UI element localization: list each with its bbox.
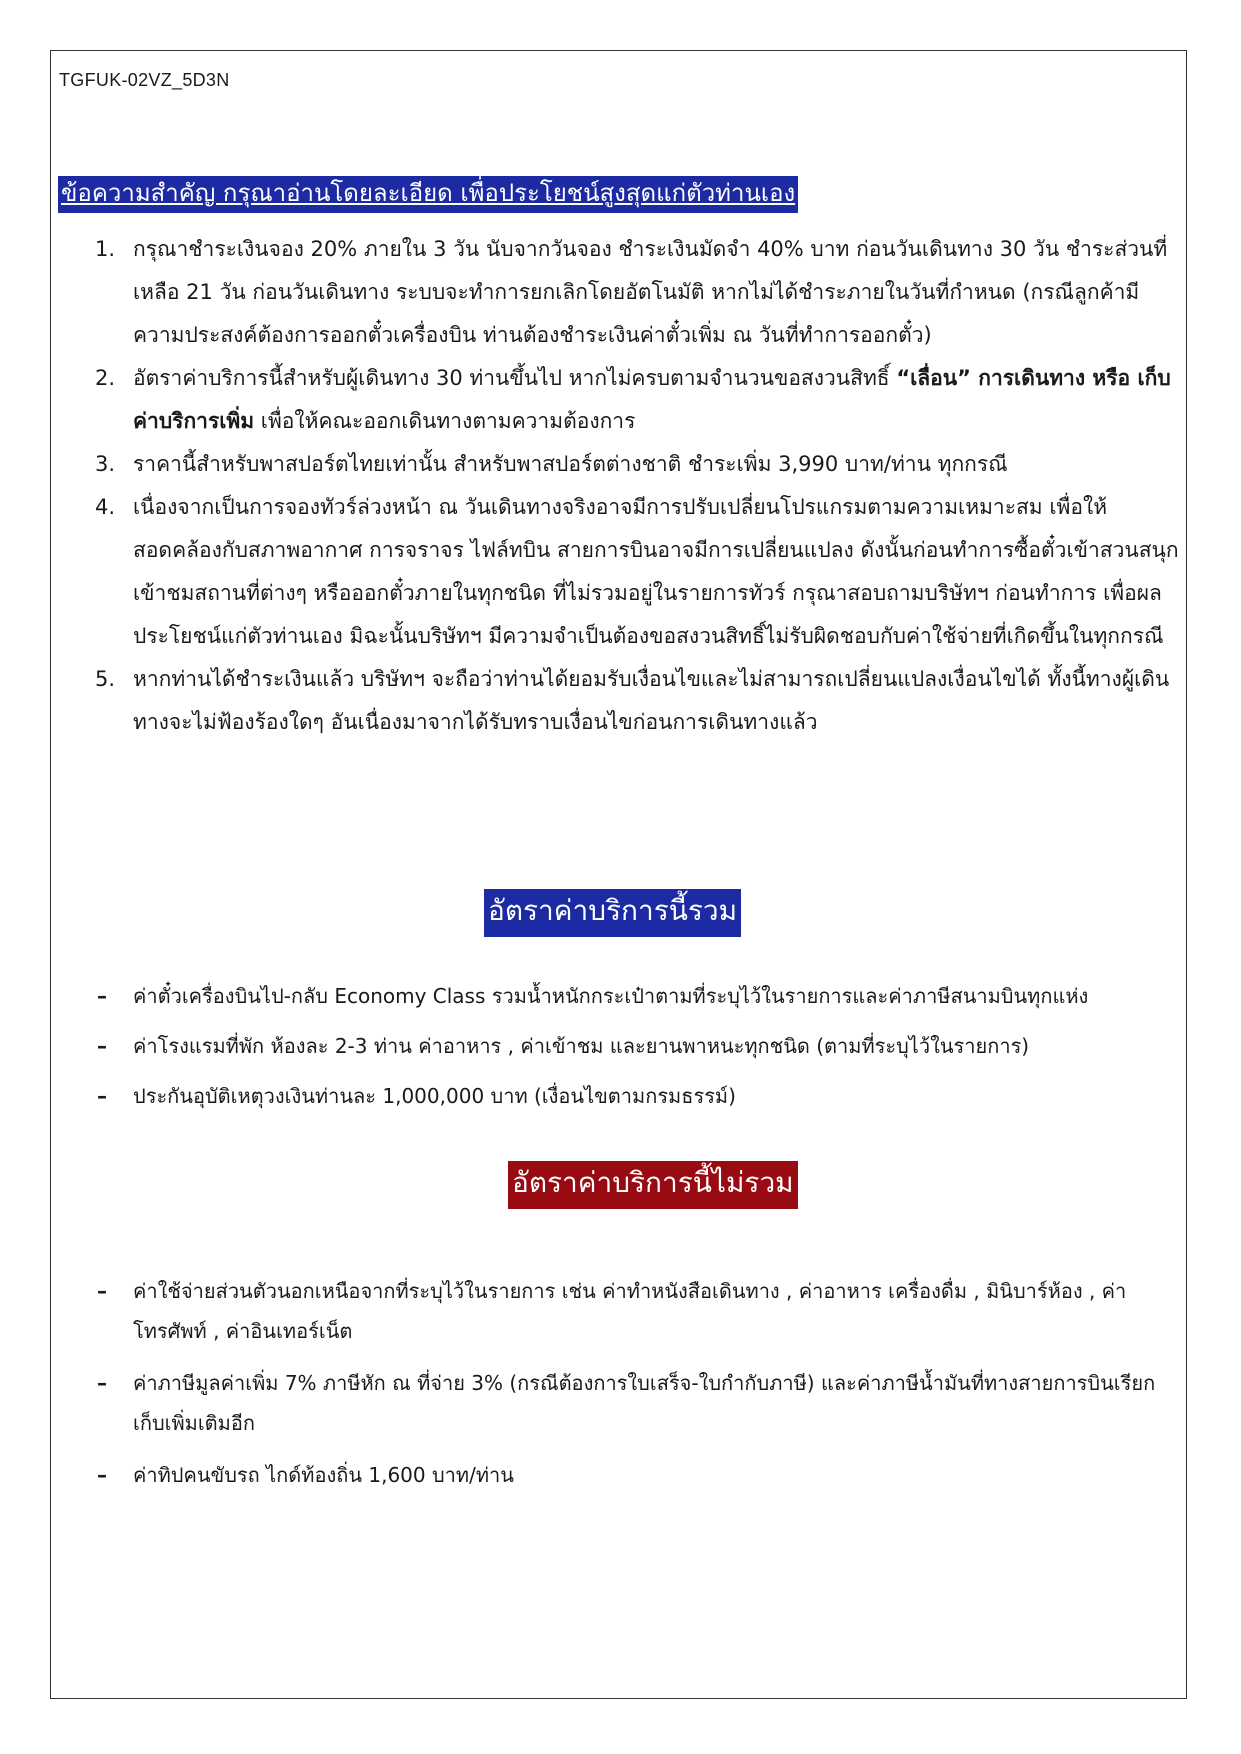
included-heading: อัตราค่าบริการนี้รวม xyxy=(484,889,741,937)
term-text: ราคานี้สำหรับพาสปอร์ตไทยเท่านั้น สำหรับพาสปอร์ตต่างชาติ ชำระเพิ่ม 3,990 บาท/ท่าน ทุกกรณี xyxy=(133,452,1008,476)
term-item xyxy=(95,357,1180,443)
bullet-dash: – xyxy=(97,1463,107,1487)
term-text: หากท่านได้ชำระเงินแล้ว บริษัทฯ จะถือว่าท่านได้ยอมรับเงื่อนไขและไม่สามารถเปลี่ยนแปลงเงื่อนไขได้ ทั้งนี้ทางผู้เดินทางจะไม่ฟ้องร้องใดๆ อันเนื่องมาจากได้รับทราบเงื่อนไขก่อนการเดินทางแล้ว xyxy=(133,667,1170,734)
term-text: เพื่อให้คณะออกเดินทางตามความต้องการ xyxy=(254,409,636,433)
list-item xyxy=(97,1076,1177,1116)
item-text: ค่าทิปคนขับรถ ไกด์ท้องถิ่น 1,600 บาท/ท่าน xyxy=(133,1463,514,1487)
term-number: 4. xyxy=(95,495,116,519)
list-item xyxy=(97,1271,1177,1351)
bullet-dash: – xyxy=(97,984,107,1008)
bullet-dash: – xyxy=(97,1371,107,1395)
term-text: เนื่องจากเป็นการจองทัวร์ล่วงหน้า ณ วันเดินทางจริงอาจมีการปรับเปลี่ยนโปรแกรมตามความเหมาะสม เพื่อให้สอดคล้องกับสภาพอากาศ การจราจร ไฟล์ทบิน สายการบินอาจมีการเปลี่ยนแปลง ดังนั้นก่อนทำการซื้อตั๋วเข้าสวนสนุก เข้าชมสถานที่ต่างๆ หรือออกตั๋วภายในทุกชนิด ที่ไม่รวมอยู่ในรายการทัวร์ กรุณาสอบถามบริษัทฯ ก่อนทำการ เพื่อผลประโยชน์แก่ตัวท่านเอง มิฉะนั้นบริษัทฯ มีความจำเป็นต้องขอสงวนสิทธิ์ไม่รับผิดชอบกับค่าใช้จ่ายที่เกิดขึ้นในทุกกรณี xyxy=(133,495,1179,648)
term-emphasis: “เลื่อน” การเดินทาง หรือ เก็บค่าบริการเพิ่ม xyxy=(133,366,1171,433)
list-item xyxy=(97,1026,1177,1066)
term-number: 5. xyxy=(95,667,116,691)
term-item xyxy=(95,228,1180,357)
included-list xyxy=(97,976,1177,1126)
term-number: 3. xyxy=(95,452,116,476)
bullet-dash: – xyxy=(97,1034,107,1058)
excluded-list xyxy=(97,1271,1177,1507)
bullet-dash: – xyxy=(97,1279,107,1303)
list-item xyxy=(97,1363,1177,1443)
item-text: ค่าตั๋วเครื่องบินไป-กลับ Economy Class รวมน้ำหนักกระเป๋าตามที่ระบุไว้ในรายการและค่าภาษีสนามบินทุกแห่ง xyxy=(133,984,1089,1008)
term-text: กรุณาชำระเงินจอง 20% ภายใน 3 วัน นับจากวันจอง ชำระเงินมัดจำ 40% บาท ก่อนวันเดินทาง 30 วัน ชำระส่วนที่เหลือ 21 วัน ก่อนวันเดินทาง ระบบจะทำการยกเลิกโดยอัตโนมัติ หากไม่ได้ชำระภายในวันที่กำหนด (กรณีลูกค้ามีความประสงค์ต้องการออกตั๋วเครื่องบิน ท่านต้องชำระเงินค่าตั๋วเพิ่ม ณ วันที่ทำการออกตั๋ว) xyxy=(133,237,1168,347)
excluded-heading: อัตราค่าบริการนี้ไม่รวม xyxy=(508,1161,798,1209)
item-text: ค่าใช้จ่ายส่วนตัวนอกเหนือจากที่ระบุไว้ในรายการ เช่น ค่าทำหนังสือเดินทาง , ค่าอาหาร เครื่องดื่ม , มินิบาร์ห้อง , ค่าโทรศัพท์ , ค่าอินเทอร์เน็ต xyxy=(133,1279,1127,1343)
term-item xyxy=(95,443,1180,486)
document-code: TGFUK-02VZ_5D3N xyxy=(59,70,230,90)
bullet-dash: – xyxy=(97,1084,107,1108)
list-item xyxy=(97,1455,1177,1495)
term-number: 2. xyxy=(95,366,116,390)
item-text: ค่าโรงแรมที่พัก ห้องละ 2-3 ท่าน ค่าอาหาร , ค่าเข้าชม และยานพาหนะทุกชนิด (ตามที่ระบุไว้ในรายการ) xyxy=(133,1034,1030,1058)
term-item xyxy=(95,658,1180,744)
list-item xyxy=(97,976,1177,1016)
terms-list xyxy=(95,228,1180,744)
important-notice-heading: ข้อความสำคัญ กรุณาอ่านโดยละเอียด เพื่อประโยชน์สูงสุดแก่ตัวท่านเอง xyxy=(58,176,798,213)
term-number: 1. xyxy=(95,237,116,261)
term-text: อัตราค่าบริการนี้สำหรับผู้เดินทาง 30 ท่านขึ้นไป หากไม่ครบตามจำนวนขอสงวนสิทธิ์ xyxy=(133,366,897,390)
item-text: ประกันอุบัติเหตุวงเงินท่านละ 1,000,000 บาท (เงื่อนไขตามกรมธรรม์) xyxy=(133,1084,736,1108)
term-item xyxy=(95,486,1180,658)
item-text: ค่าภาษีมูลค่าเพิ่ม 7% ภาษีหัก ณ ที่จ่าย 3% (กรณีต้องการใบเสร็จ-ใบกำกับภาษี) และค่าภาษีน้ำมันที่ทางสายการบินเรียกเก็บเพิ่มเติมอีก xyxy=(133,1371,1156,1435)
